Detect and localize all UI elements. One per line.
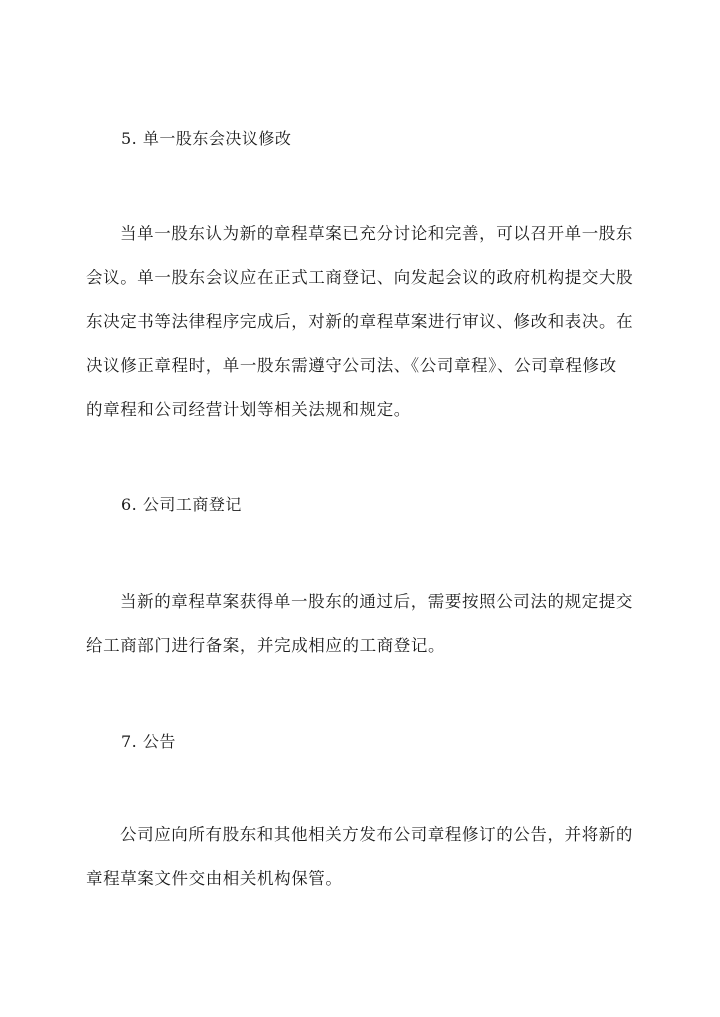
section-heading-5: 5. 单一股东会决议修改 xyxy=(121,129,292,148)
paragraph-line: 东决定书等法律程序完成后，对新的章程草案进行审议、修改和表决。在 xyxy=(86,312,634,331)
paragraph-line: 会议。单一股东会议应在正式工商登记、向发起会议的政府机构提交大股 xyxy=(86,268,634,287)
paragraph-line: 给工商部门进行备案，并完成相应的工商登记。 xyxy=(86,636,446,655)
paragraph-line: 的章程和公司经营计划等相关法规和规定。 xyxy=(86,400,411,419)
section-paragraph-7 xyxy=(86,813,634,901)
paragraph-line: 决议修正章程时，单一股东需遵守公司法、《公司章程》、公司章程修改 xyxy=(86,356,617,375)
section-paragraph-5 xyxy=(86,212,634,432)
section-heading-7: 7. 公告 xyxy=(121,732,176,751)
paragraph-line: 当单一股东认为新的章程草案已充分讨论和完善，可以召开单一股东 xyxy=(120,224,633,243)
paragraph-line: 当新的章程草案获得单一股东的通过后，需要按照公司法的规定提交 xyxy=(120,592,633,611)
paragraph-line: 公司应向所有股东和其他相关方发布公司章程修订的公告，并将新的 xyxy=(120,825,633,844)
section-heading-6: 6. 公司工商登记 xyxy=(121,495,242,514)
section-paragraph-6 xyxy=(86,580,634,668)
paragraph-line: 章程草案文件交由相关机构保管。 xyxy=(86,869,343,888)
